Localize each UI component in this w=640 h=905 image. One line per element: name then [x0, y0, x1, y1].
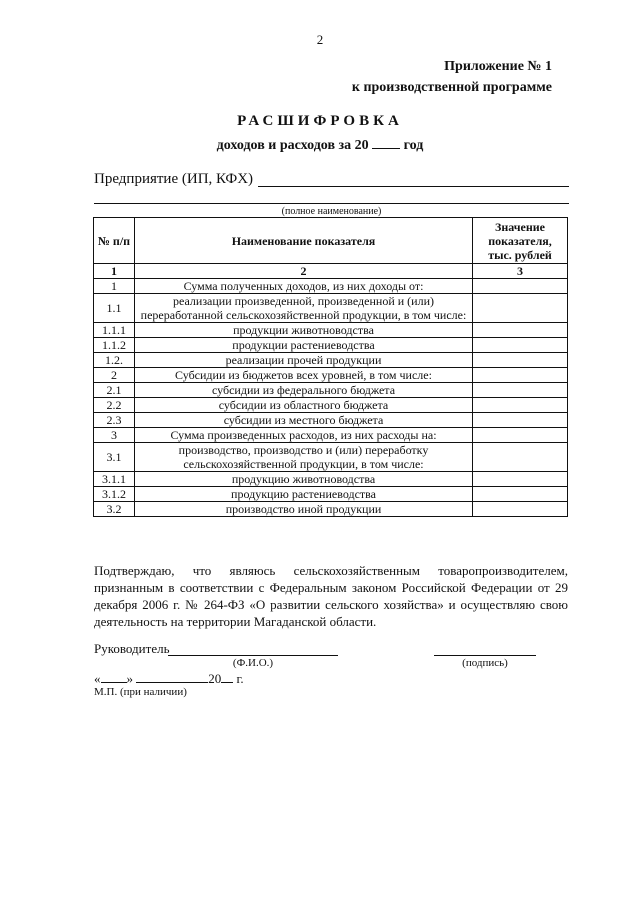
row-indicator-name: продукцию животноводства — [135, 472, 473, 487]
table-row — [94, 383, 568, 398]
row-value[interactable] — [473, 428, 568, 443]
appendix-subtitle: к производственной программе — [351, 80, 552, 95]
date-year-blank[interactable] — [221, 671, 233, 683]
document-subtitle — [0, 136, 640, 154]
header-value: Значение показателя, тыс. рублей — [473, 218, 568, 264]
stamp-note: М.П. (при наличии) — [94, 686, 187, 698]
table-row — [94, 353, 568, 368]
header-num: № п/п — [94, 218, 135, 264]
row-indicator-name: производство иной продукции — [135, 502, 473, 517]
row-value[interactable] — [473, 323, 568, 338]
column-number: 1 — [94, 264, 135, 279]
table-body — [94, 264, 568, 517]
row-value[interactable] — [473, 353, 568, 368]
full-name-hint: (полное наименование) — [281, 206, 382, 217]
table-row — [94, 443, 568, 472]
row-indicator-name: продукции растениеводства — [135, 338, 473, 353]
table-row — [94, 338, 568, 353]
column-number: 3 — [473, 264, 568, 279]
year-blank[interactable] — [372, 136, 400, 149]
table-row — [94, 502, 568, 517]
row-value[interactable] — [473, 443, 568, 472]
row-value[interactable] — [473, 487, 568, 502]
column-numbers-row — [94, 264, 568, 279]
date-year-prefix: 20 — [208, 671, 222, 686]
table-row — [94, 279, 568, 294]
row-value[interactable] — [473, 398, 568, 413]
row-value[interactable] — [473, 413, 568, 428]
enterprise-name-line[interactable] — [258, 186, 569, 187]
table-header-row — [94, 218, 568, 264]
table-row — [94, 294, 568, 323]
row-number: 3.1.1 — [94, 472, 135, 487]
row-number: 2 — [94, 368, 135, 383]
row-number: 1.2. — [94, 353, 135, 368]
row-indicator-name: реализации прочей продукции — [135, 353, 473, 368]
income-expense-table — [93, 217, 568, 517]
row-indicator-name: реализации произведенной, произведенной и (или) переработанной сельскохозяйственной продукции, в том числе: — [135, 294, 473, 323]
row-indicator-name: производство, производство и (или) переработку сельскохозяйственной продукции, в том числе: — [135, 443, 473, 472]
date-line — [94, 671, 244, 687]
header-name: Наименование показателя — [135, 218, 473, 264]
table-row — [94, 428, 568, 443]
row-indicator-name: Сумма полученных доходов, из них доходы от: — [135, 279, 473, 294]
row-number: 3.2 — [94, 502, 135, 517]
date-close-quote: » — [126, 671, 133, 686]
row-value[interactable] — [473, 502, 568, 517]
date-year-suffix: г. — [236, 671, 244, 686]
row-value[interactable] — [473, 383, 568, 398]
row-number: 1 — [94, 279, 135, 294]
signature-line[interactable] — [434, 655, 536, 656]
row-number: 1.1.2 — [94, 338, 135, 353]
enterprise-label: Предприятие (ИП, КФХ) — [94, 171, 254, 187]
row-value[interactable] — [473, 338, 568, 353]
fio-line[interactable] — [168, 655, 338, 656]
table-row — [94, 368, 568, 383]
table-row — [94, 472, 568, 487]
row-number: 3.1.2 — [94, 487, 135, 502]
date-day-blank[interactable] — [101, 671, 127, 683]
table-row — [94, 487, 568, 502]
table-row — [94, 323, 568, 338]
column-number: 2 — [135, 264, 473, 279]
row-number: 2.2 — [94, 398, 135, 413]
page-number: 2 — [316, 32, 324, 47]
row-value[interactable] — [473, 294, 568, 323]
row-value[interactable] — [473, 472, 568, 487]
row-value[interactable] — [473, 279, 568, 294]
appendix-title: Приложение № 1 — [444, 59, 552, 74]
row-indicator-name: продукцию растениеводства — [135, 487, 473, 502]
subtitle-suffix: год — [403, 138, 424, 153]
row-indicator-name: Сумма произведенных расходов, из них расходы на: — [135, 428, 473, 443]
signature-hint: (подпись) — [462, 657, 508, 669]
row-number: 2.3 — [94, 413, 135, 428]
row-indicator-name: субсидии из федерального бюджета — [135, 383, 473, 398]
subtitle-prefix: доходов и расходов за 20 — [216, 138, 369, 153]
date-month-blank[interactable] — [136, 671, 208, 683]
table-row — [94, 413, 568, 428]
document-title: РАСШИФРОВКА — [237, 113, 403, 129]
date-open-quote: « — [94, 671, 101, 686]
row-number: 3 — [94, 428, 135, 443]
head-label: Руководитель — [94, 641, 170, 656]
table-row — [94, 398, 568, 413]
row-indicator-name: субсидии из областного бюджета — [135, 398, 473, 413]
row-indicator-name: Субсидии из бюджетов всех уровней, в том числе: — [135, 368, 473, 383]
fio-hint: (Ф.И.О.) — [232, 657, 274, 669]
row-number: 2.1 — [94, 383, 135, 398]
row-indicator-name: субсидии из местного бюджета — [135, 413, 473, 428]
row-number: 1.1.1 — [94, 323, 135, 338]
row-number: 1.1 — [94, 294, 135, 323]
row-value[interactable] — [473, 368, 568, 383]
confirmation-text: Подтверждаю, что являюсь сельскохозяйственным товаропроизводителем, признанным в соответствии с Федеральным законом Российской Федерации от 29 декабря 2006 г. № 264-ФЗ «О развитии сельского хозяйства» и осуществляю свою деятельность на территории Магаданской области. — [94, 563, 568, 629]
row-number: 3.1 — [94, 443, 135, 472]
enterprise-name-line-2[interactable] — [94, 203, 569, 204]
row-indicator-name: продукции животноводства — [135, 323, 473, 338]
